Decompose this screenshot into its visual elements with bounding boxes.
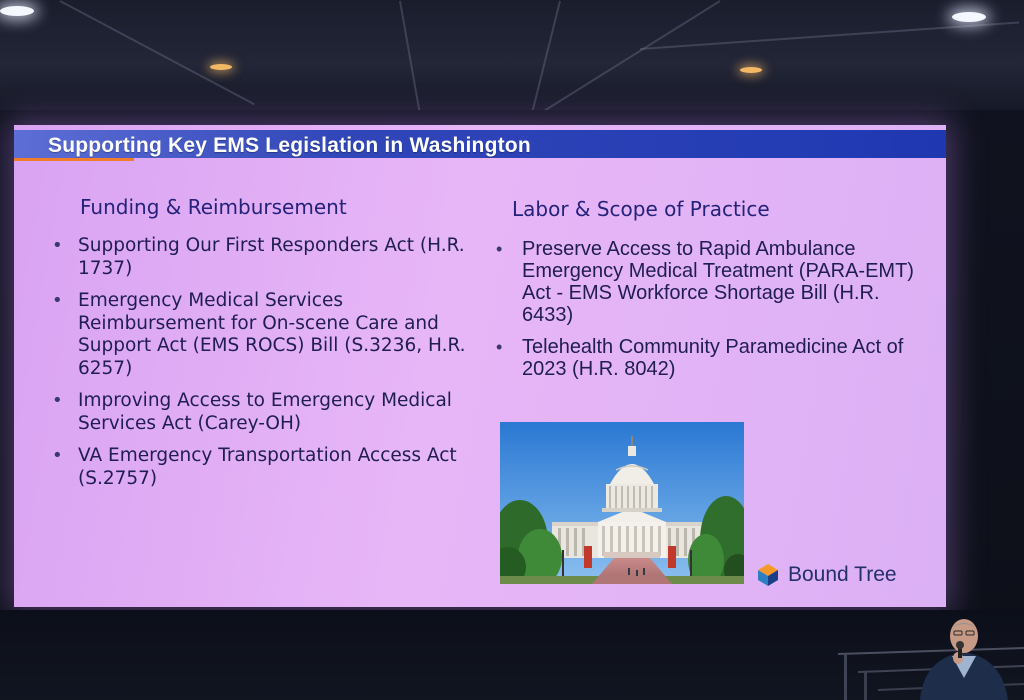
heading-funding-reimbursement: Funding & Reimbursement — [80, 195, 347, 219]
list-item: • Telehealth Community Paramedicine Act of 2023 (H.R. 8042) — [496, 336, 904, 380]
slide-title-bar — [14, 130, 946, 158]
slide-title: Supporting Key EMS Legislation in Washington — [48, 134, 531, 157]
bullet-icon: • — [496, 337, 503, 357]
bullet-icon: • — [52, 445, 63, 466]
labor-bullet-list — [496, 238, 926, 390]
bullet-icon: • — [52, 390, 63, 411]
bound-tree-logo-icon — [758, 564, 778, 586]
theater-ceiling — [0, 0, 1024, 115]
list-item: • Preserve Access to Rapid Ambulance Emergency Medical Treatment (PARA-EMT) Act - EMS Workforce Shortage Bill (H.R. 6433) — [496, 238, 914, 326]
list-item: • VA Emergency Transportation Access Act (S.2757) — [52, 445, 457, 489]
bullet-icon: • — [52, 235, 63, 256]
funding-bullet-list — [52, 235, 472, 500]
bound-tree-brand — [758, 563, 897, 587]
ceiling-light — [210, 64, 232, 70]
list-item: • Improving Access to Emergency Medical Services Act (Carey-OH) — [52, 390, 452, 434]
heading-labor-scope: Labor & Scope of Practice — [512, 197, 770, 221]
bullet-icon: • — [496, 239, 503, 259]
ceiling-light — [740, 67, 762, 73]
ceiling-light — [952, 12, 986, 22]
presenter-with-microphone — [912, 618, 1012, 700]
brand-name: Bound Tree — [788, 563, 897, 586]
list-item: • Emergency Medical Services Reimbursement for On-scene Care and Support Act (EMS ROCS) Bill (S.3236, H.R. 6257) — [52, 290, 466, 379]
list-item: • Supporting Our First Responders Act (H.R. 1737) — [52, 235, 465, 279]
bullet-icon: • — [52, 290, 63, 311]
projected-slide — [14, 125, 946, 607]
us-capitol-photo — [500, 422, 744, 584]
ceiling-light — [0, 6, 34, 16]
